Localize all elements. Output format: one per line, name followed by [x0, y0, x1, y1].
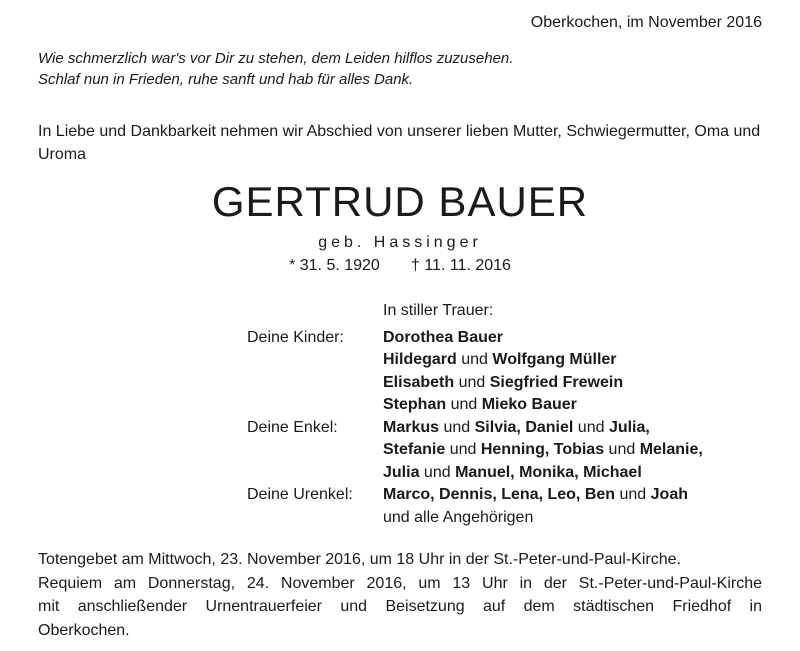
service-line: mit anschließender Urnentrauerfeier und Beisetzung auf dem städtischen Friedhof in	[38, 598, 762, 615]
great-grandchildren-group	[247, 484, 703, 529]
mourner-line: Elisabeth und Siegfried Frewein	[383, 373, 624, 391]
born-symbol: *	[289, 257, 296, 274]
mourners-list	[247, 300, 703, 529]
place-and-date: Oberkochen, im November 2016	[530, 14, 762, 31]
service-line: Requiem am Donnerstag, 24. November 2016, um 13 Uhr in der St.-Peter-und-Paul-Kirche	[38, 574, 762, 592]
mourner-line: Markus und Silvia, Daniel und Julia,	[383, 418, 650, 436]
mourner-line: und alle Angehörigen	[383, 508, 534, 526]
motto-line: Wie schmerzlich war's vor Dir zu stehen, dem Leiden hilflos zuzusehen.	[38, 50, 514, 67]
birth-name: geb. Hassinger	[318, 234, 482, 251]
mourner-line: Dorothea Bauer	[383, 328, 504, 346]
service-line: Totengebet am Mittwoch, 23. November 2016, um 18 Uhr in der St.-Peter-und-Paul-Kirche.	[38, 551, 681, 568]
group-label: Deine Urenkel:	[247, 486, 353, 503]
died-date: 11. 11. 2016	[424, 257, 511, 274]
group-label: Deine Kinder:	[247, 328, 344, 346]
motto-verse	[38, 48, 513, 90]
mourner-line: Marco, Dennis, Lena, Leo, Ben und Joah	[383, 486, 688, 503]
born-date: 31. 5. 1920	[299, 257, 380, 274]
mourner-line: Hildegard und Wolfgang Müller	[383, 351, 617, 368]
deceased-name: GERTRUD BAUER	[211, 178, 589, 225]
service-info	[38, 548, 762, 642]
mourner-line: Julia und Manuel, Monika, Michael	[383, 463, 642, 481]
grandchildren-group	[247, 417, 703, 485]
group-label: Deine Enkel:	[247, 418, 338, 436]
died-symbol: †	[410, 257, 420, 274]
mourner-line: Stefanie und Henning, Tobias und Melanie,	[383, 441, 703, 458]
service-line: Oberkochen.	[38, 621, 130, 639]
mourning-header: In stiller Trauer:	[383, 302, 494, 319]
motto-line: Schlaf nun in Frieden, ruhe sanft und hab für alles Dank.	[38, 71, 414, 88]
life-dates	[0, 257, 800, 275]
intro-text: In Liebe und Dankbarkeit nehmen wir Abschied von unserer lieben Mutter, Schwiegermutter, Oma und Uroma	[38, 123, 761, 163]
children-group	[247, 327, 703, 417]
mourner-line: Stephan und Mieko Bauer	[383, 396, 577, 413]
